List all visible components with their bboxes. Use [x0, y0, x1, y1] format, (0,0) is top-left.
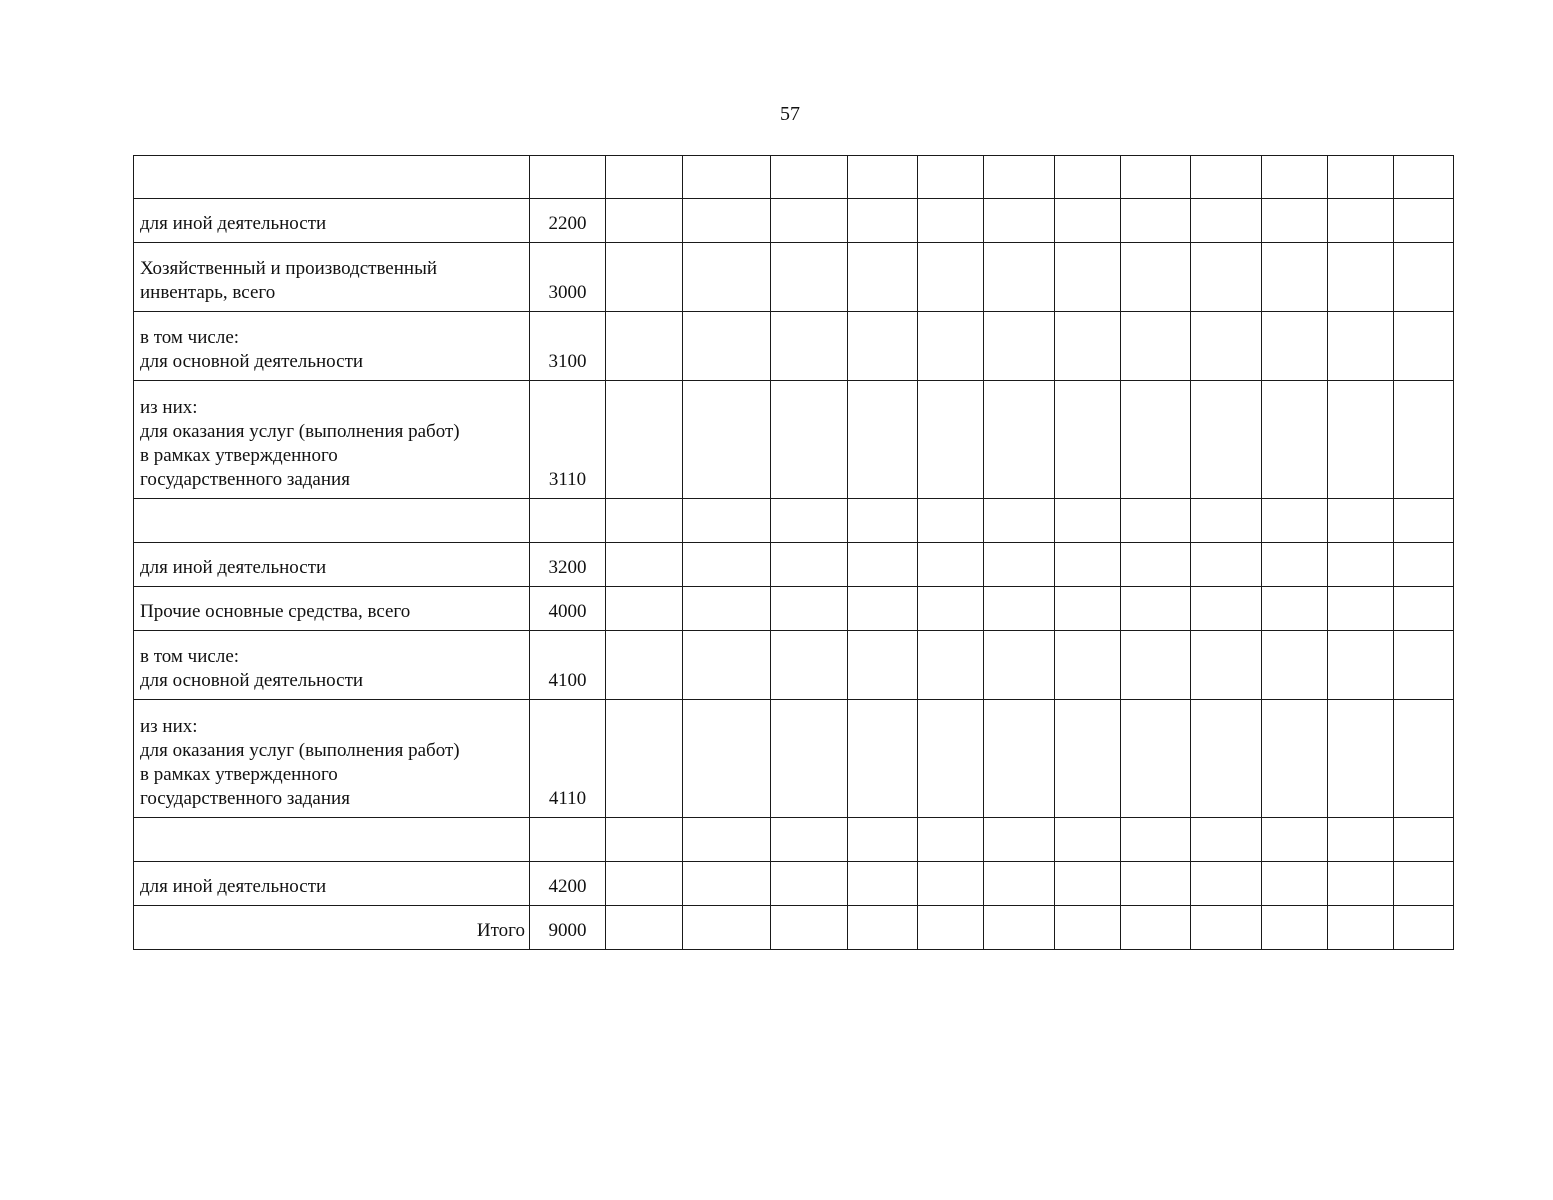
value-cell	[1328, 700, 1394, 818]
value-cell	[1328, 631, 1394, 700]
value-cell	[771, 199, 848, 243]
row-code-cell: 9000	[530, 906, 606, 950]
value-cell	[1191, 156, 1262, 199]
value-cell	[984, 862, 1055, 906]
value-cell	[1191, 499, 1262, 543]
row-code-cell	[530, 818, 606, 862]
value-cell	[606, 862, 683, 906]
row-code-cell: 3000	[530, 243, 606, 312]
value-cell	[1394, 906, 1454, 950]
value-cell	[984, 312, 1055, 381]
value-cell	[984, 243, 1055, 312]
value-cell	[1262, 199, 1328, 243]
value-cell	[848, 499, 918, 543]
value-cell	[606, 312, 683, 381]
row-label-line: для иной деятельности	[140, 213, 327, 234]
value-cell	[683, 700, 771, 818]
value-cell	[1394, 199, 1454, 243]
value-cell	[606, 818, 683, 862]
value-cell	[1262, 818, 1328, 862]
value-cell	[771, 312, 848, 381]
value-cell	[1191, 700, 1262, 818]
value-cell	[606, 631, 683, 700]
row-code-cell: 3100	[530, 312, 606, 381]
value-cell	[683, 499, 771, 543]
value-cell	[1394, 156, 1454, 199]
value-cell	[606, 243, 683, 312]
row-label-line: в том числе:	[140, 646, 240, 667]
value-cell	[683, 906, 771, 950]
value-cell	[1394, 700, 1454, 818]
row-label-line: для основной деятельности	[140, 351, 364, 372]
row-label-line	[140, 168, 523, 192]
row-label-cell	[134, 700, 530, 818]
value-cell	[683, 381, 771, 499]
value-cell	[984, 587, 1055, 631]
value-cell	[1121, 312, 1191, 381]
value-cell	[683, 862, 771, 906]
value-cell	[918, 499, 984, 543]
row-label-cell	[134, 199, 530, 243]
row-label-cell	[134, 587, 530, 631]
value-cell	[1055, 499, 1121, 543]
value-cell	[848, 381, 918, 499]
row-label-line: Итого	[476, 920, 525, 941]
value-cell	[1394, 499, 1454, 543]
table-row-blank	[134, 818, 1454, 862]
row-code-cell	[530, 499, 606, 543]
value-cell	[984, 499, 1055, 543]
value-cell	[918, 906, 984, 950]
row-label-line: государственного задания	[140, 788, 350, 809]
value-cell	[1055, 700, 1121, 818]
table-row	[134, 543, 1454, 587]
value-cell	[1121, 700, 1191, 818]
value-cell	[1191, 199, 1262, 243]
value-cell	[918, 381, 984, 499]
value-cell	[1262, 862, 1328, 906]
value-cell	[1262, 631, 1328, 700]
row-code-cell: 4110	[530, 700, 606, 818]
value-cell	[1121, 243, 1191, 312]
value-cell	[1328, 587, 1394, 631]
value-cell	[848, 543, 918, 587]
value-cell	[683, 543, 771, 587]
value-cell	[1055, 543, 1121, 587]
row-label-line: для иной деятельности	[140, 876, 327, 897]
value-cell	[1121, 156, 1191, 199]
value-cell	[771, 243, 848, 312]
value-cell	[1121, 906, 1191, 950]
row-label-cell	[134, 906, 530, 950]
value-cell	[1328, 312, 1394, 381]
value-cell	[848, 199, 918, 243]
value-cell	[848, 818, 918, 862]
row-code-cell: 4000	[530, 587, 606, 631]
value-cell	[683, 199, 771, 243]
value-cell	[984, 156, 1055, 199]
value-cell	[984, 199, 1055, 243]
row-label-line: в рамках утвержденного	[140, 445, 338, 466]
value-cell	[771, 499, 848, 543]
table-row-blank	[134, 156, 1454, 199]
row-code-cell: 4200	[530, 862, 606, 906]
value-cell	[683, 631, 771, 700]
row-label-line: из них:	[140, 397, 198, 418]
value-cell	[1394, 631, 1454, 700]
value-cell	[683, 243, 771, 312]
value-cell	[1262, 381, 1328, 499]
value-cell	[1191, 381, 1262, 499]
value-cell	[1394, 243, 1454, 312]
row-label-line: для оказания услуг (выполнения работ)	[140, 740, 460, 761]
row-label-line: в рамках утвержденного	[140, 764, 338, 785]
row-label-line: для оказания услуг (выполнения работ)	[140, 421, 460, 442]
value-cell	[1055, 199, 1121, 243]
row-label-cell	[134, 156, 530, 199]
value-cell	[918, 862, 984, 906]
value-cell	[848, 587, 918, 631]
value-cell	[1328, 243, 1394, 312]
row-code-cell	[530, 156, 606, 199]
value-cell	[848, 631, 918, 700]
value-cell	[1055, 156, 1121, 199]
value-cell	[1055, 381, 1121, 499]
value-cell	[771, 906, 848, 950]
value-cell	[1328, 499, 1394, 543]
value-cell	[848, 906, 918, 950]
value-cell	[771, 818, 848, 862]
value-cell	[1328, 906, 1394, 950]
value-cell	[1394, 818, 1454, 862]
value-cell	[771, 862, 848, 906]
value-cell	[918, 700, 984, 818]
row-label-line: Прочие основные средства, всего	[140, 601, 411, 622]
row-label-line: для иной деятельности	[140, 557, 327, 578]
table-row	[134, 587, 1454, 631]
row-code-cell: 3200	[530, 543, 606, 587]
value-cell	[1394, 381, 1454, 499]
value-cell	[918, 818, 984, 862]
value-cell	[918, 199, 984, 243]
row-label-line: в том числе:	[140, 327, 240, 348]
value-cell	[1262, 700, 1328, 818]
value-cell	[683, 156, 771, 199]
value-cell	[984, 543, 1055, 587]
table-row	[134, 312, 1454, 381]
value-cell	[1055, 243, 1121, 312]
value-cell	[1262, 906, 1328, 950]
value-cell	[1262, 499, 1328, 543]
row-label-cell	[134, 312, 530, 381]
value-cell	[1055, 818, 1121, 862]
value-cell	[771, 543, 848, 587]
value-cell	[1121, 818, 1191, 862]
value-cell	[1191, 587, 1262, 631]
value-cell	[848, 862, 918, 906]
table-row	[134, 381, 1454, 499]
value-cell	[1328, 862, 1394, 906]
value-cell	[1121, 587, 1191, 631]
value-cell	[918, 543, 984, 587]
value-cell	[771, 631, 848, 700]
value-cell	[984, 631, 1055, 700]
value-cell	[984, 906, 1055, 950]
row-label-line	[140, 512, 523, 536]
row-label-line: государственного задания	[140, 469, 350, 490]
value-cell	[1121, 543, 1191, 587]
value-cell	[1262, 587, 1328, 631]
value-cell	[1191, 243, 1262, 312]
row-label-cell	[134, 243, 530, 312]
table-row	[134, 631, 1454, 700]
value-cell	[1121, 499, 1191, 543]
value-cell	[1191, 631, 1262, 700]
assets-table	[133, 155, 1454, 950]
table-row-total	[134, 906, 1454, 950]
value-cell	[1191, 543, 1262, 587]
value-cell	[606, 199, 683, 243]
value-cell	[1328, 818, 1394, 862]
value-cell	[1328, 199, 1394, 243]
value-cell	[683, 818, 771, 862]
value-cell	[918, 631, 984, 700]
table-row-blank	[134, 499, 1454, 543]
row-label-cell	[134, 818, 530, 862]
table-row	[134, 243, 1454, 312]
value-cell	[1328, 543, 1394, 587]
table-row	[134, 700, 1454, 818]
value-cell	[984, 818, 1055, 862]
value-cell	[1055, 862, 1121, 906]
row-code-cell: 3110	[530, 381, 606, 499]
value-cell	[1055, 631, 1121, 700]
value-cell	[1328, 156, 1394, 199]
row-label-line: инвентарь, всего	[140, 282, 276, 303]
row-label-cell	[134, 381, 530, 499]
row-label-line: для основной деятельности	[140, 670, 364, 691]
value-cell	[1394, 862, 1454, 906]
value-cell	[771, 700, 848, 818]
value-cell	[606, 499, 683, 543]
row-label-cell	[134, 499, 530, 543]
value-cell	[771, 381, 848, 499]
value-cell	[848, 156, 918, 199]
value-cell	[1328, 381, 1394, 499]
value-cell	[1055, 906, 1121, 950]
value-cell	[984, 700, 1055, 818]
value-cell	[1121, 862, 1191, 906]
value-cell	[606, 156, 683, 199]
row-label-line: Хозяйственный и производственный	[140, 258, 438, 279]
row-code-cell: 4100	[530, 631, 606, 700]
value-cell	[1262, 156, 1328, 199]
value-cell	[683, 312, 771, 381]
value-cell	[606, 906, 683, 950]
value-cell	[606, 700, 683, 818]
value-cell	[1191, 862, 1262, 906]
row-label-line	[140, 831, 523, 855]
value-cell	[771, 156, 848, 199]
row-label-line: из них:	[140, 716, 198, 737]
value-cell	[1055, 312, 1121, 381]
value-cell	[1191, 906, 1262, 950]
row-label-cell	[134, 862, 530, 906]
row-label-cell	[134, 631, 530, 700]
value-cell	[606, 587, 683, 631]
value-cell	[918, 587, 984, 631]
row-code-cell: 2200	[530, 199, 606, 243]
value-cell	[1394, 587, 1454, 631]
value-cell	[1262, 312, 1328, 381]
page-number: 57	[780, 103, 800, 125]
table-body	[134, 156, 1454, 950]
value-cell	[1394, 312, 1454, 381]
value-cell	[1121, 631, 1191, 700]
value-cell	[1191, 818, 1262, 862]
value-cell	[771, 587, 848, 631]
value-cell	[606, 381, 683, 499]
value-cell	[1055, 587, 1121, 631]
value-cell	[918, 312, 984, 381]
value-cell	[1191, 312, 1262, 381]
value-cell	[848, 312, 918, 381]
value-cell	[848, 700, 918, 818]
value-cell	[984, 381, 1055, 499]
value-cell	[918, 243, 984, 312]
row-label-cell	[134, 543, 530, 587]
value-cell	[1262, 543, 1328, 587]
value-cell	[848, 243, 918, 312]
value-cell	[918, 156, 984, 199]
value-cell	[1262, 243, 1328, 312]
table-row	[134, 862, 1454, 906]
value-cell	[1121, 199, 1191, 243]
table-row	[134, 199, 1454, 243]
value-cell	[606, 543, 683, 587]
value-cell	[1394, 543, 1454, 587]
value-cell	[1121, 381, 1191, 499]
value-cell	[683, 587, 771, 631]
